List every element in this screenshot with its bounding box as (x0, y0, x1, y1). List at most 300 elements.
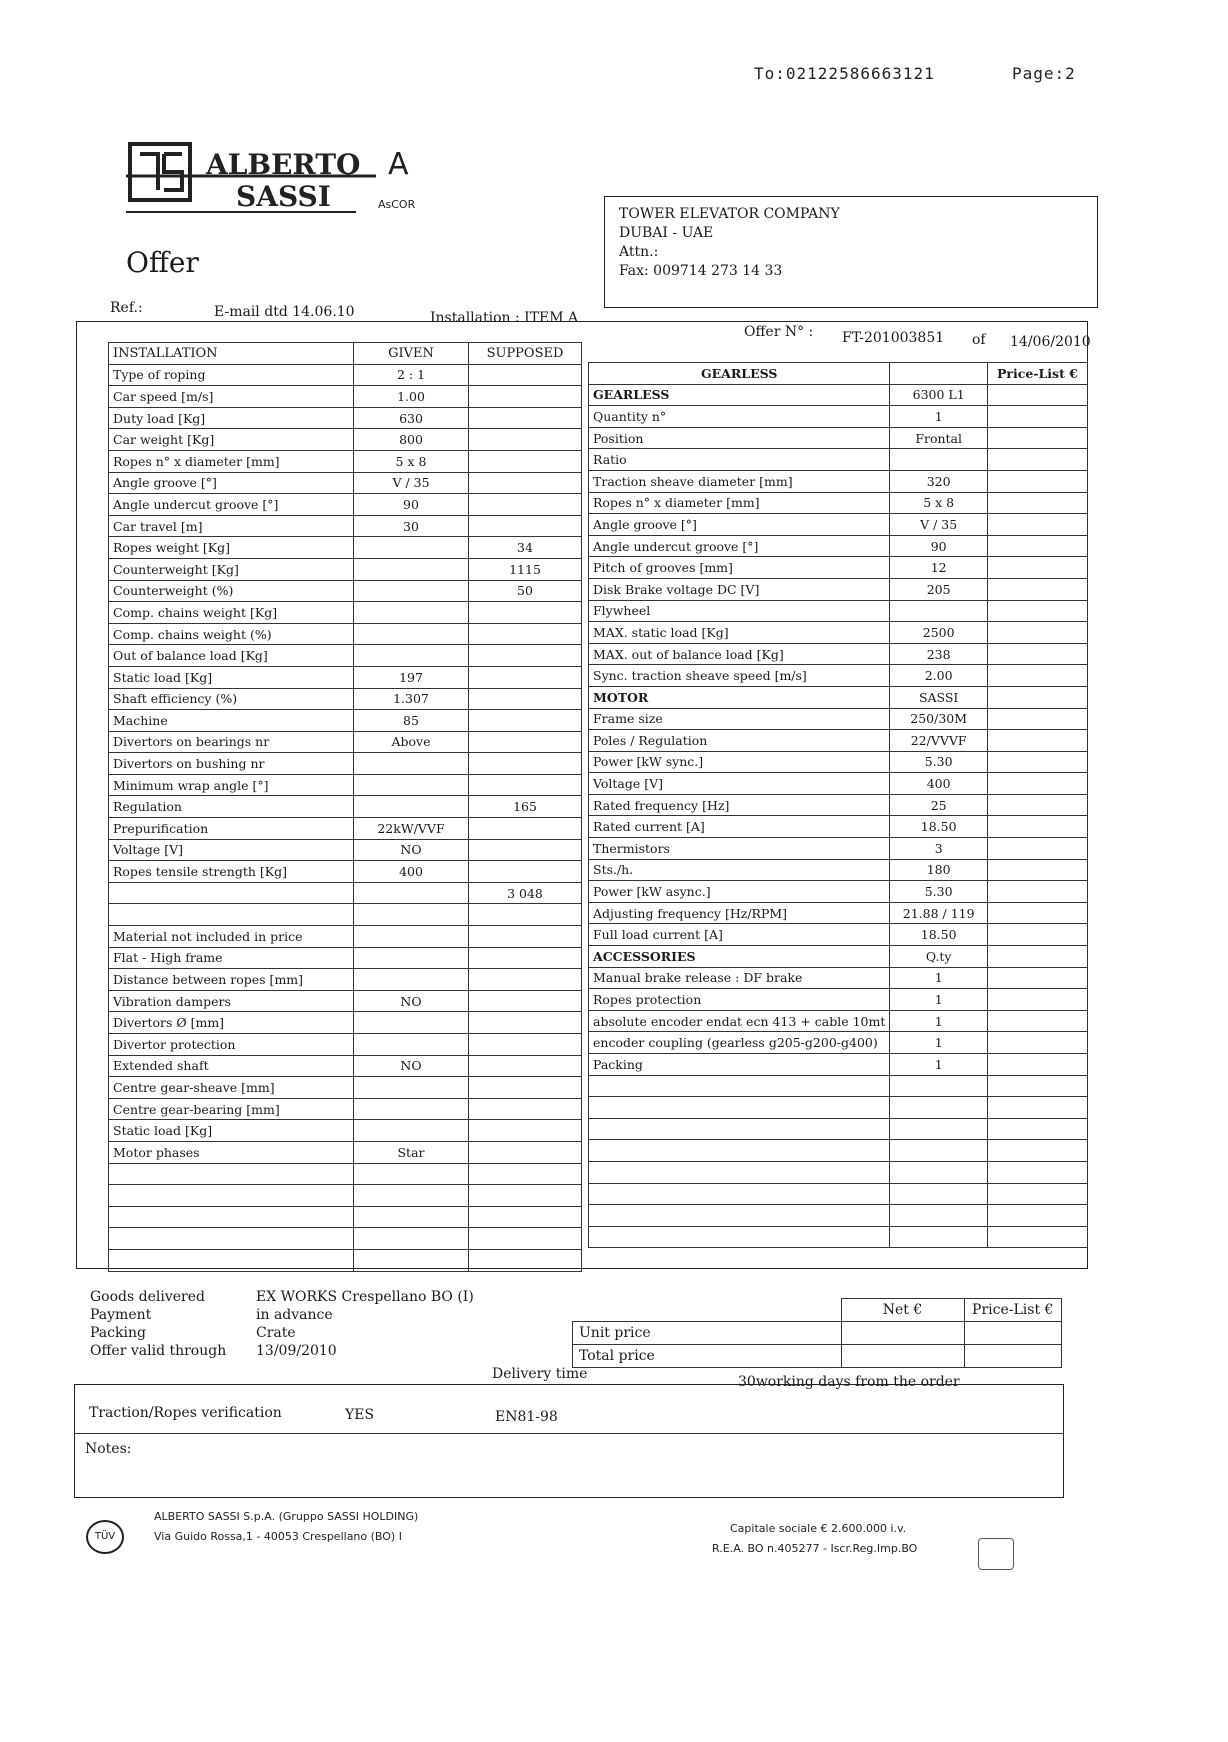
table-row (109, 969, 582, 991)
supposed-value (469, 1098, 582, 1120)
gearless-price (987, 730, 1087, 752)
offer-number: FT-201003851 (842, 330, 945, 346)
gearless-price (987, 492, 1087, 514)
certification-seal-icon (978, 1538, 1014, 1570)
supposed-value (469, 1120, 582, 1142)
table-row (109, 774, 582, 796)
table-row (109, 861, 582, 883)
installation-param: Vibration dampers (109, 990, 354, 1012)
gearless-price (987, 622, 1087, 644)
table-row (109, 990, 582, 1012)
given-value: 5 x 8 (354, 450, 469, 472)
installation-param: Counterweight (%) (109, 580, 354, 602)
gearless-price (987, 643, 1087, 665)
table-row (589, 686, 1088, 708)
gearless-price (987, 924, 1087, 946)
terms-value: Crate (256, 1325, 296, 1341)
table-row (589, 1010, 1088, 1032)
given-value: 2 : 1 (354, 364, 469, 386)
given-value: 630 (354, 407, 469, 429)
price-table (572, 1298, 1062, 1368)
gearless-price (987, 578, 1087, 600)
traction-value: YES (345, 1407, 375, 1423)
total-price-label: Total price (573, 1345, 842, 1368)
given-value (354, 774, 469, 796)
installation-param: Out of balance load [Kg] (109, 645, 354, 667)
traction-label: Traction/Ropes verification (89, 1405, 282, 1421)
installation-param: Centre gear-bearing [mm] (109, 1098, 354, 1120)
svg-text:AsCOR: AsCOR (378, 198, 416, 211)
gearless-value (890, 600, 988, 622)
gearless-price (987, 686, 1087, 708)
customer-name: TOWER ELEVATOR COMPANY (619, 206, 840, 222)
installation-param (109, 1249, 354, 1271)
gearless-param: Frame size (589, 708, 890, 730)
gearless-value: 18.50 (890, 816, 988, 838)
terms-label: Packing (90, 1325, 146, 1341)
gearless-param: Angle groove [°] (589, 514, 890, 536)
installation-param: Car speed [m/s] (109, 386, 354, 408)
gearless-value: 18.50 (890, 924, 988, 946)
list-price-header: Price-List € (964, 1299, 1062, 1322)
gearless-value: 21.88 / 119 (890, 902, 988, 924)
table-row (589, 557, 1088, 579)
installation-param: Motor phases (109, 1141, 354, 1163)
gearless-value: 205 (890, 578, 988, 600)
table-row (109, 472, 582, 494)
supposed-value (469, 990, 582, 1012)
terms-row (90, 1306, 522, 1324)
given-value (354, 558, 469, 580)
given-value (354, 1098, 469, 1120)
fax-page-number: Page:2 (1012, 64, 1076, 83)
table-row (589, 816, 1088, 838)
gearless-param: Rated frequency [Hz] (589, 794, 890, 816)
given-value (354, 1077, 469, 1099)
gearless-price (987, 859, 1087, 881)
given-value: 400 (354, 861, 469, 883)
installation-param: Static load [Kg] (109, 666, 354, 688)
given-value: NO (354, 1055, 469, 1077)
table-row (109, 645, 582, 667)
given-value (354, 796, 469, 818)
given-value: 1.00 (354, 386, 469, 408)
installation-param: Divertors on bearings nr (109, 731, 354, 753)
traction-norm: EN81-98 (495, 1409, 558, 1425)
gearless-param: Ratio (589, 449, 890, 471)
given-value: 85 (354, 710, 469, 732)
delivery-terms (90, 1288, 522, 1360)
table-row (589, 773, 1088, 795)
given-value: Star (354, 1141, 469, 1163)
table-row (589, 665, 1088, 687)
column-header (890, 363, 988, 385)
supposed-value (469, 666, 582, 688)
table-row (109, 580, 582, 602)
gearless-param: ACCESSORIES (589, 946, 890, 968)
supposed-value (469, 839, 582, 861)
table-row (109, 1249, 582, 1271)
table-row (589, 924, 1088, 946)
table-row (589, 967, 1088, 989)
supposed-value (469, 1249, 582, 1271)
gearless-value: 5.30 (890, 881, 988, 903)
given-value (354, 1206, 469, 1228)
table-row (589, 600, 1088, 622)
gearless-price (987, 838, 1087, 860)
gearless-value: 12 (890, 557, 988, 579)
column-header: GIVEN (354, 343, 469, 365)
terms-label: Payment (90, 1307, 152, 1323)
table-row (109, 1055, 582, 1077)
installation-param: Flat - High frame (109, 947, 354, 969)
table-row (109, 796, 582, 818)
svg-text:SASSI: SASSI (236, 180, 331, 213)
ref-label: Ref.: (110, 300, 143, 316)
gearless-value: 400 (890, 773, 988, 795)
supposed-value (469, 1185, 582, 1207)
table-row (589, 492, 1088, 514)
installation-param: Shaft efficiency (%) (109, 688, 354, 710)
supposed-value (469, 429, 582, 451)
installation-item: Installation : ITEM A (430, 310, 579, 326)
supposed-value: 165 (469, 796, 582, 818)
gearless-param: absolute encoder endat ecn 413 + cable 10mt (589, 1010, 890, 1032)
gearless-param: MAX. static load [Kg] (589, 622, 890, 644)
installation-param: Machine (109, 710, 354, 732)
given-value (354, 1034, 469, 1056)
installation-param: Regulation (109, 796, 354, 818)
gearless-price (987, 967, 1087, 989)
given-value: NO (354, 839, 469, 861)
given-value (354, 753, 469, 775)
gearless-param: MOTOR (589, 686, 890, 708)
supposed-value (469, 602, 582, 624)
gearless-value: 320 (890, 470, 988, 492)
installation-param: Divertor protection (109, 1034, 354, 1056)
given-value: 800 (354, 429, 469, 451)
gearless-price (987, 1032, 1087, 1054)
gearless-price (987, 902, 1087, 924)
traction-verification-box (74, 1384, 1064, 1498)
given-value: 197 (354, 666, 469, 688)
column-header: INSTALLATION (109, 343, 354, 365)
table-row (109, 515, 582, 537)
gearless-param: Manual brake release : DF brake (589, 967, 890, 989)
supposed-value: 1115 (469, 558, 582, 580)
supposed-value (469, 904, 582, 926)
supposed-value (469, 753, 582, 775)
notes-label: Notes: (85, 1441, 132, 1457)
gearless-param: Voltage [V] (589, 773, 890, 795)
gearless-param: Thermistors (589, 838, 890, 860)
gearless-param: Rated current [A] (589, 816, 890, 838)
gearless-param: Position (589, 427, 890, 449)
installation-param: Ropes tensile strength [Kg] (109, 861, 354, 883)
gearless-value: 1 (890, 1054, 988, 1076)
installation-param (109, 1163, 354, 1185)
supposed-value (469, 969, 582, 991)
offer-number-label: Offer N° : (744, 324, 814, 340)
gearless-price (987, 665, 1087, 687)
installation-param (109, 904, 354, 926)
given-value (354, 1249, 469, 1271)
installation-param: Minimum wrap angle [°] (109, 774, 354, 796)
table-row (589, 751, 1088, 773)
gearless-param: Disk Brake voltage DC [V] (589, 578, 890, 600)
supposed-value (469, 710, 582, 732)
given-value (354, 1185, 469, 1207)
table-row (109, 407, 582, 429)
gearless-param: MAX. out of balance load [Kg] (589, 643, 890, 665)
gearless-price (987, 406, 1087, 428)
gearless-value: 25 (890, 794, 988, 816)
supposed-value (469, 688, 582, 710)
offer-date: 14/06/2010 (1010, 334, 1091, 350)
gearless-price (987, 449, 1087, 471)
supposed-value (469, 1034, 582, 1056)
given-value: 1.307 (354, 688, 469, 710)
offer-of: of (972, 332, 986, 348)
gearless-price (987, 1054, 1087, 1076)
terms-row (90, 1288, 522, 1306)
table-row (589, 838, 1088, 860)
gearless-param: Ropes n° x diameter [mm] (589, 492, 890, 514)
gearless-param: Adjusting frequency [Hz/RPM] (589, 902, 890, 924)
gearless-value: 1 (890, 989, 988, 1011)
terms-value: 13/09/2010 (256, 1343, 337, 1359)
table-row (589, 578, 1088, 600)
svg-text:ALBERTO: ALBERTO (206, 148, 361, 181)
gearless-price (987, 794, 1087, 816)
supposed-value (469, 947, 582, 969)
installation-param (109, 882, 354, 904)
gearless-price (987, 773, 1087, 795)
table-row (109, 753, 582, 775)
table-row (589, 794, 1088, 816)
table-row (589, 1054, 1088, 1076)
gearless-param: encoder coupling (gearless g205-g200-g400) (589, 1032, 890, 1054)
table-row (589, 881, 1088, 903)
given-value (354, 537, 469, 559)
supposed-value (469, 364, 582, 386)
table-row (589, 514, 1088, 536)
gearless-param: Power [kW sync.] (589, 751, 890, 773)
table-row (109, 947, 582, 969)
table-row (109, 1141, 582, 1163)
gearless-value: 5.30 (890, 751, 988, 773)
installation-param: Divertors on bushing nr (109, 753, 354, 775)
table-row (109, 364, 582, 386)
gearless-value: V / 35 (890, 514, 988, 536)
tuv-icon: TÜV (86, 1520, 124, 1554)
footer-capital: Capitale sociale € 2.600.000 i.v. (730, 1522, 907, 1535)
customer-attn: Attn.: (619, 244, 659, 260)
installation-param: Ropes n° x diameter [mm] (109, 450, 354, 472)
terms-label: Goods delivered (90, 1289, 205, 1305)
terms-label: Offer valid through (90, 1343, 227, 1359)
given-value (354, 623, 469, 645)
supposed-value (469, 818, 582, 840)
table-row (109, 818, 582, 840)
supposed-value (469, 861, 582, 883)
installation-param: Angle undercut groove [°] (109, 494, 354, 516)
given-value: 90 (354, 494, 469, 516)
table-row (109, 904, 582, 926)
gearless-price (987, 816, 1087, 838)
given-value: V / 35 (354, 472, 469, 494)
column-header: Price-List € (987, 363, 1087, 385)
given-value (354, 926, 469, 948)
column-header: GEARLESS (589, 363, 890, 385)
installation-param: Duty load [Kg] (109, 407, 354, 429)
given-value: 30 (354, 515, 469, 537)
gearless-param: Ropes protection (589, 989, 890, 1011)
table-row (589, 406, 1088, 428)
installation-param: Counterweight [Kg] (109, 558, 354, 580)
customer-address-box (604, 196, 1098, 308)
gearless-table (588, 362, 1088, 1248)
terms-row (90, 1342, 522, 1360)
table-row (109, 429, 582, 451)
supposed-value (469, 1206, 582, 1228)
installation-param: Extended shaft (109, 1055, 354, 1077)
gearless-value: 1 (890, 406, 988, 428)
gearless-price (987, 881, 1087, 903)
table-row (589, 730, 1088, 752)
table-row (109, 450, 582, 472)
table-row (589, 470, 1088, 492)
installation-param: Car weight [Kg] (109, 429, 354, 451)
supposed-value (469, 1163, 582, 1185)
ref-value: E-mail dtd 14.06.10 (214, 304, 355, 320)
gearless-param: Angle undercut groove [°] (589, 535, 890, 557)
table-row (109, 1098, 582, 1120)
supposed-value (469, 472, 582, 494)
gearless-value: 180 (890, 859, 988, 881)
table-row (109, 1034, 582, 1056)
given-value (354, 1228, 469, 1250)
given-value (354, 602, 469, 624)
installation-param: Angle groove [°] (109, 472, 354, 494)
gearless-value: 2.00 (890, 665, 988, 687)
gearless-param: Sync. traction sheave speed [m/s] (589, 665, 890, 687)
gearless-value: 90 (890, 535, 988, 557)
installation-param: Material not included in price (109, 926, 354, 948)
delivery-time-label: Delivery time (492, 1366, 588, 1382)
customer-fax: Fax: 009714 273 14 33 (619, 263, 783, 279)
supposed-value (469, 386, 582, 408)
gearless-param: Packing (589, 1054, 890, 1076)
gearless-param: Sts./h. (589, 859, 890, 881)
gearless-value: 1 (890, 1032, 988, 1054)
given-value (354, 1163, 469, 1185)
gearless-price (987, 989, 1087, 1011)
given-value (354, 947, 469, 969)
installation-param (109, 1185, 354, 1207)
table-row (589, 902, 1088, 924)
supposed-value: 34 (469, 537, 582, 559)
gearless-value: 6300 L1 (890, 384, 988, 406)
table-row (589, 1032, 1088, 1054)
table-row (109, 558, 582, 580)
column-header: SUPPOSED (469, 343, 582, 365)
table-row (109, 1012, 582, 1034)
table-row (109, 1228, 582, 1250)
svg-text:A: A (388, 147, 409, 182)
gearless-value: 238 (890, 643, 988, 665)
gearless-value: 2500 (890, 622, 988, 644)
gearless-param: Pitch of grooves [mm] (589, 557, 890, 579)
gearless-price (987, 751, 1087, 773)
table-row (109, 1120, 582, 1142)
footer-address: Via Guido Rossa,1 - 40053 Crespellano (BO) I (154, 1530, 402, 1543)
gearless-price (987, 946, 1087, 968)
installation-param: Type of roping (109, 364, 354, 386)
gearless-value: 5 x 8 (890, 492, 988, 514)
gearless-param: GEARLESS (589, 384, 890, 406)
gearless-price (987, 514, 1087, 536)
table-row (589, 427, 1088, 449)
supposed-value: 3 048 (469, 882, 582, 904)
supposed-value (469, 407, 582, 429)
gearless-value: 1 (890, 1010, 988, 1032)
table-row (589, 708, 1088, 730)
table-row (589, 946, 1088, 968)
table-row (109, 731, 582, 753)
supposed-value (469, 623, 582, 645)
supposed-value (469, 645, 582, 667)
installation-param: Car travel [m] (109, 515, 354, 537)
table-row (109, 882, 582, 904)
installation-param: Distance between ropes [mm] (109, 969, 354, 991)
installation-table (108, 342, 582, 1272)
gearless-param: Flywheel (589, 600, 890, 622)
table-row (109, 1077, 582, 1099)
given-value (354, 645, 469, 667)
gearless-price (987, 470, 1087, 492)
table-row (109, 494, 582, 516)
supposed-value (469, 926, 582, 948)
table-row (109, 926, 582, 948)
table-row (589, 622, 1088, 644)
gearless-value: 1 (890, 967, 988, 989)
given-value: Above (354, 731, 469, 753)
terms-value: EX WORKS Crespellano BO (I) (256, 1289, 474, 1305)
supposed-value: 50 (469, 580, 582, 602)
gearless-value: SASSI (890, 686, 988, 708)
installation-param: Prepurification (109, 818, 354, 840)
supposed-value (469, 1012, 582, 1034)
table-row (589, 989, 1088, 1011)
delivery-time-value: 30working days from the order (738, 1374, 960, 1390)
gearless-param: Full load current [A] (589, 924, 890, 946)
table-row (109, 1206, 582, 1228)
gearless-value: Q.ty (890, 946, 988, 968)
table-row (109, 710, 582, 732)
table-row (109, 602, 582, 624)
table-row (109, 386, 582, 408)
installation-param: Static load [Kg] (109, 1120, 354, 1142)
supposed-value (469, 494, 582, 516)
footer-rea: R.E.A. BO n.405277 - Iscr.Reg.Imp.BO (712, 1542, 918, 1555)
table-row (589, 384, 1088, 406)
gearless-value: Frontal (890, 427, 988, 449)
table-row (109, 1163, 582, 1185)
table-row (589, 535, 1088, 557)
gearless-price (987, 557, 1087, 579)
gearless-price (987, 708, 1087, 730)
